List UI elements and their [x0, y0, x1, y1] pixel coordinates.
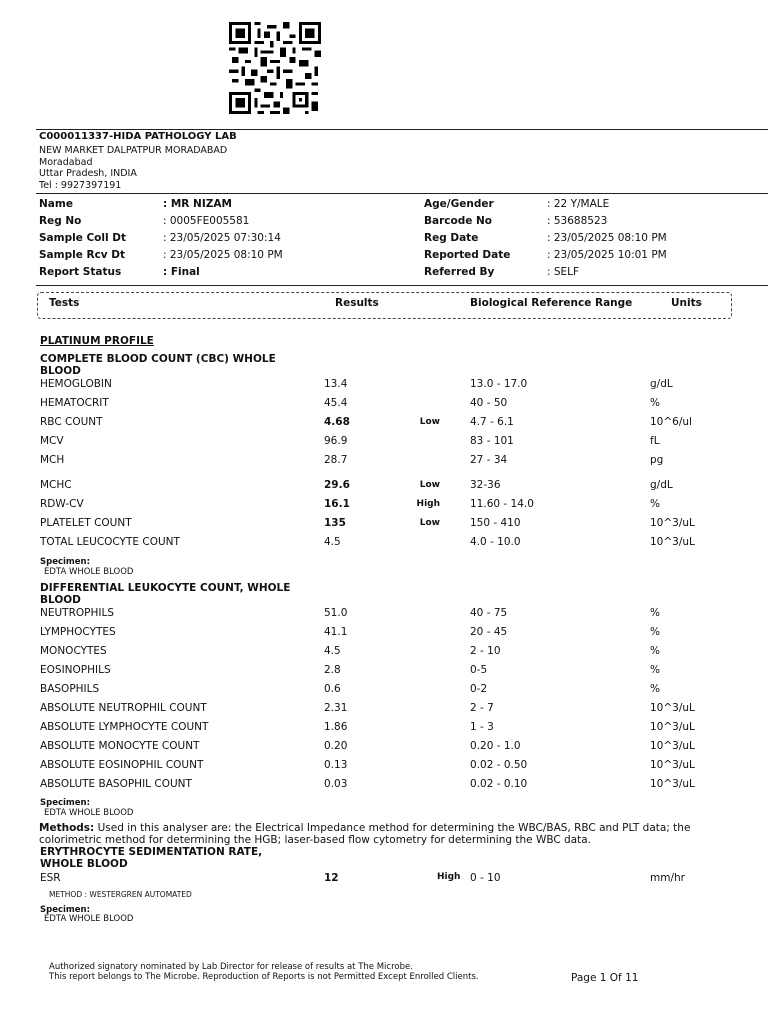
cell-unit: 10^3/uL — [650, 721, 695, 733]
cell-result: 16.1 — [324, 498, 350, 510]
cell-result: 2.8 — [324, 664, 341, 676]
cell-test: ABSOLUTE LYMPHOCYTE COUNT — [40, 721, 209, 733]
esr-method: METHOD : WESTERGREN AUTOMATED — [49, 890, 192, 899]
cell-range: 83 - 101 — [470, 435, 514, 447]
sample-coll-label: Sample Coll Dt — [39, 232, 126, 244]
cell-unit: g/dL — [650, 479, 673, 491]
cell-result: 4.5 — [324, 645, 341, 657]
cell-unit: 10^3/uL — [650, 536, 695, 548]
cell-test: RBC COUNT — [40, 416, 103, 428]
report-status-label: Report Status — [39, 266, 122, 278]
reported-date-value: : 23/05/2025 10:01 PM — [547, 249, 667, 261]
cell-unit: 10^3/uL — [650, 740, 695, 752]
cell-test: ABSOLUTE MONOCYTE COUNT — [40, 740, 200, 752]
cell-unit: % — [650, 626, 660, 638]
age-gender-label: Age/Gender — [424, 198, 494, 210]
dlc-specimen-value: EDTA WHOLE BLOOD — [44, 808, 134, 818]
cell-test: LYMPHOCYTES — [40, 626, 116, 638]
esr-result: 12 — [324, 872, 339, 884]
cell-range: 4.7 - 6.1 — [470, 416, 514, 428]
cell-unit: 10^6/ul — [650, 416, 692, 428]
col-results: Results — [335, 297, 379, 309]
name-value: : MR NIZAM — [163, 198, 232, 210]
patient-bottom-rule — [36, 285, 768, 286]
esr-title: ERYTHROCYTE SEDIMENTATION RATE, WHOLE BLOOD — [40, 846, 263, 870]
report-status-value: : Final — [163, 266, 200, 278]
lab-name: C000011337-HIDA PATHOLOGY LAB — [39, 131, 237, 142]
lab-address-line: Tel : 9927397191 — [39, 179, 122, 191]
cell-unit: 10^3/uL — [650, 759, 695, 771]
sample-rcv-label: Sample Rcv Dt — [39, 249, 126, 261]
cell-test: ABSOLUTE NEUTROPHIL COUNT — [40, 702, 207, 714]
cell-range: 27 - 34 — [470, 454, 508, 466]
cell-range: 0-5 — [470, 664, 488, 676]
col-tests: Tests — [49, 297, 80, 309]
cell-range: 0.20 - 1.0 — [470, 740, 521, 752]
qr-code — [227, 22, 323, 114]
cell-result: 28.7 — [324, 454, 348, 466]
cell-range: 1 - 3 — [470, 721, 494, 733]
dlc-specimen-label: Specimen: — [40, 798, 90, 808]
barcode-label: Barcode No — [424, 215, 492, 227]
cell-unit: g/dL — [650, 378, 673, 390]
cell-unit: % — [650, 664, 660, 676]
cell-test: MCHC — [40, 479, 72, 491]
cell-range: 32-36 — [470, 479, 501, 491]
cell-result: 135 — [324, 517, 346, 529]
cell-unit: pg — [650, 454, 664, 466]
sample-rcv-value: : 23/05/2025 08:10 PM — [163, 249, 283, 261]
dlc-title: DIFFERENTIAL LEUKOCYTE COUNT, WHOLE BLOOD — [40, 582, 291, 606]
cell-unit: 10^3/uL — [650, 517, 695, 529]
cell-unit: % — [650, 397, 660, 409]
footer-line-1: Authorized signatory nominated by Lab Director for release of results at The Microbe. — [49, 962, 413, 972]
cell-test: NEUTROPHILS — [40, 607, 114, 619]
profile-title: PLATINUM PROFILE — [40, 335, 154, 347]
lab-address-line: Moradabad — [39, 156, 93, 168]
footer-line-2: This report belongs to The Microbe. Reproduction of Reports is not Permitted Except Enrolled Clients. — [49, 972, 479, 982]
cell-unit: 10^3/uL — [650, 778, 695, 790]
barcode-value: : 53688523 — [547, 215, 608, 227]
esr-test: ESR — [40, 872, 61, 884]
cbc-specimen-label: Specimen: — [40, 557, 90, 567]
reg-date-value: : 23/05/2025 08:10 PM — [547, 232, 667, 244]
cell-result: 1.86 — [324, 721, 348, 733]
regno-label: Reg No — [39, 215, 82, 227]
header-top-rule — [36, 129, 768, 130]
cell-result: 0.13 — [324, 759, 348, 771]
cell-range: 40 - 75 — [470, 607, 508, 619]
cell-flag: Low — [419, 480, 440, 490]
cell-test: ABSOLUTE EOSINOPHIL COUNT — [40, 759, 204, 771]
cell-range: 11.60 - 14.0 — [470, 498, 534, 510]
cell-unit: fL — [650, 435, 660, 447]
cell-result: 0.03 — [324, 778, 348, 790]
col-range: Biological Reference Range — [470, 297, 633, 309]
cell-flag: High — [416, 499, 440, 509]
methods-note — [39, 822, 729, 846]
esr-specimen-value: EDTA WHOLE BLOOD — [44, 914, 134, 924]
patient-top-rule — [36, 193, 768, 194]
cell-unit: 10^3/uL — [650, 702, 695, 714]
cell-range: 13.0 - 17.0 — [470, 378, 528, 390]
cell-test: PLATELET COUNT — [40, 517, 132, 529]
cell-range: 20 - 45 — [470, 626, 508, 638]
cbc-specimen-value: EDTA WHOLE BLOOD — [44, 567, 134, 577]
age-gender-value: : 22 Y/MALE — [547, 198, 610, 210]
cell-range: 2 - 10 — [470, 645, 501, 657]
referred-by-value: : SELF — [547, 266, 580, 278]
cell-test: MCH — [40, 454, 65, 466]
esr-range: 0 - 10 — [470, 872, 501, 884]
cell-range: 150 - 410 — [470, 517, 521, 529]
esr-flag: High — [437, 872, 461, 882]
cell-flag: Low — [419, 518, 440, 528]
esr-specimen-label: Specimen: — [40, 905, 90, 915]
methods-text: Used in this analyser are: the Electrical Impedance method for determining the WBC/BAS, RBC and PLT data; the colorimetric method for determining the HGB; laser-based flow cytometry for determining the WBC data. — [39, 822, 691, 846]
cell-test: HEMOGLOBIN — [40, 378, 112, 390]
cell-result: 51.0 — [324, 607, 348, 619]
referred-by-label: Referred By — [424, 266, 495, 278]
lab-address-line: NEW MARKET DALPATPUR MORADABAD — [39, 145, 228, 156]
cell-result: 96.9 — [324, 435, 348, 447]
cell-range: 0-2 — [470, 683, 488, 695]
lab-address-line: Uttar Pradesh, INDIA — [39, 168, 137, 179]
cell-unit: % — [650, 498, 660, 510]
cell-result: 29.6 — [324, 479, 350, 491]
name-label: Name — [39, 198, 73, 210]
cell-result: 2.31 — [324, 702, 348, 714]
cell-test: TOTAL LEUCOCYTE COUNT — [40, 536, 180, 548]
cell-result: 45.4 — [324, 397, 348, 409]
cell-test: RDW-CV — [40, 498, 84, 510]
cell-range: 2 - 7 — [470, 702, 494, 714]
cell-range: 0.02 - 0.50 — [470, 759, 528, 771]
reg-date-label: Reg Date — [424, 232, 479, 244]
cell-result: 41.1 — [324, 626, 348, 638]
methods-label: Methods: — [39, 822, 95, 834]
cell-test: ABSOLUTE BASOPHIL COUNT — [40, 778, 192, 790]
cell-result: 0.20 — [324, 740, 348, 752]
cell-test: HEMATOCRIT — [40, 397, 109, 409]
lab-address — [39, 145, 227, 191]
cell-result: 4.68 — [324, 416, 350, 428]
sample-coll-value: : 23/05/2025 07:30:14 — [163, 232, 281, 244]
cell-unit: % — [650, 607, 660, 619]
cell-result: 4.5 — [324, 536, 341, 548]
cell-test: MCV — [40, 435, 64, 447]
cell-range: 4.0 - 10.0 — [470, 536, 521, 548]
esr-unit: mm/hr — [650, 872, 685, 884]
cell-flag: Low — [419, 417, 440, 427]
cell-result: 0.6 — [324, 683, 341, 695]
cell-test: EOSINOPHILS — [40, 664, 111, 676]
cell-unit: % — [650, 645, 660, 657]
page-number: Page 1 Of 11 — [571, 972, 639, 984]
cbc-title: COMPLETE BLOOD COUNT (CBC) WHOLE BLOOD — [40, 353, 276, 377]
regno-value: : 0005FE005581 — [163, 215, 250, 227]
col-units: Units — [671, 297, 702, 309]
cell-range: 40 - 50 — [470, 397, 508, 409]
cell-range: 0.02 - 0.10 — [470, 778, 528, 790]
reported-date-label: Reported Date — [424, 249, 511, 261]
cell-unit: % — [650, 683, 660, 695]
cell-test: MONOCYTES — [40, 645, 107, 657]
cell-result: 13.4 — [324, 378, 348, 390]
cell-test: BASOPHILS — [40, 683, 100, 695]
